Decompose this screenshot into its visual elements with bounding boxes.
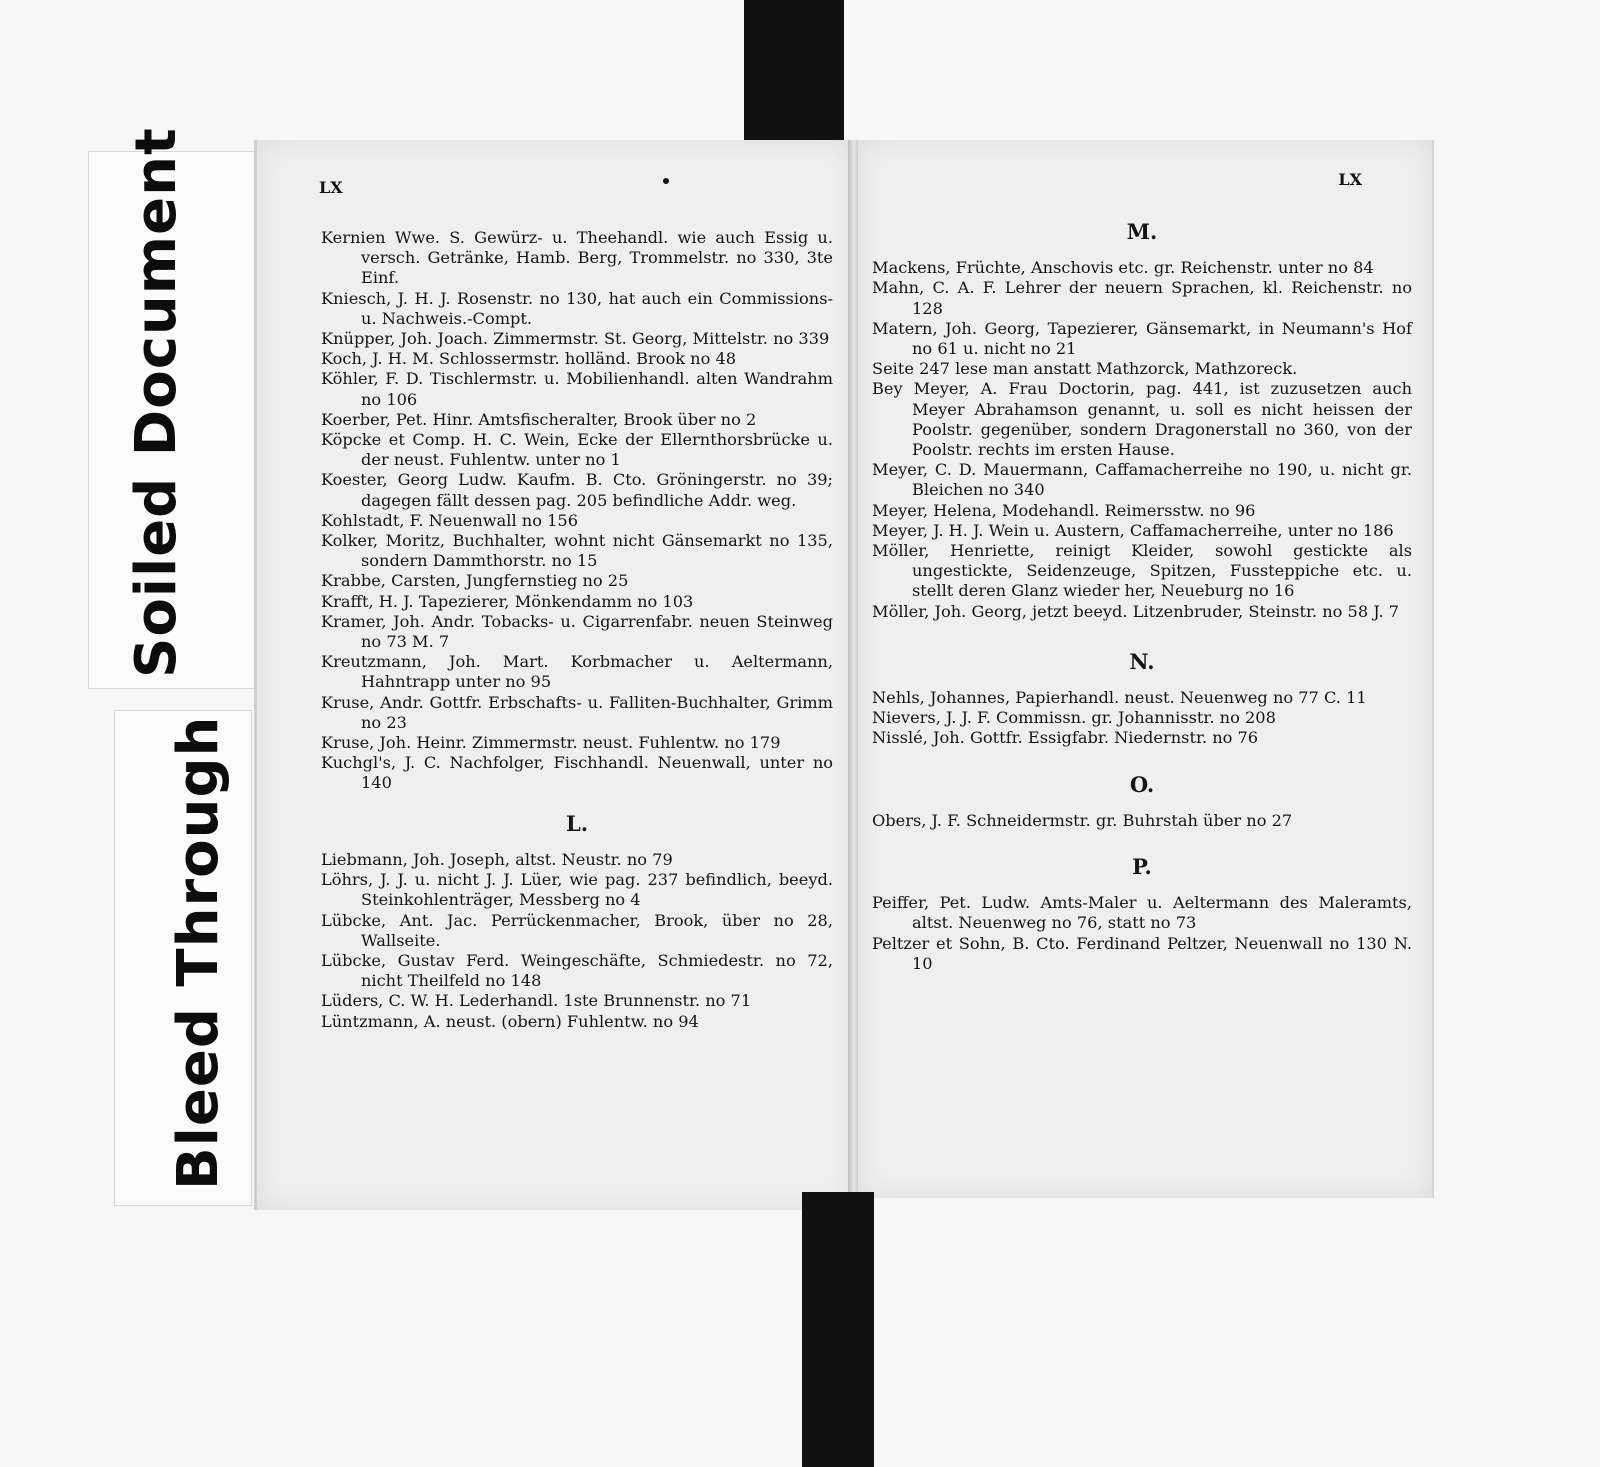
left-page-content <box>321 228 833 1032</box>
directory-entry: Kuchgl's, J. C. Nachfolger, Fischhandl. Neuenwall, unter no 140 <box>321 753 833 793</box>
soiled-document-label: Soiled Document <box>124 127 189 678</box>
directory-entry: Liebmann, Joh. Joseph, altst. Neustr. no 79 <box>321 849 673 869</box>
directory-entry: Meyer, C. D. Mauermann, Caffamacherreihe no 190, u. nicht gr. Bleichen no 340 <box>872 460 1412 500</box>
directory-entry: Lüders, C. W. H. Lederhandl. 1ste Brunnenstr. no 71 <box>321 991 752 1011</box>
directory-entry: Nievers, J. J. F. Commissn. gr. Johannisstr. no 208 <box>872 708 1276 728</box>
left-page <box>254 140 853 1210</box>
directory-entry: Koch, J. H. M. Schlossermstr. holländ. Brook no 48 <box>321 349 737 369</box>
directory-entry: Lüntzmann, A. neust. (obern) Fuhlentw. no 94 <box>321 1011 699 1031</box>
directory-entry: Krabbe, Carsten, Jungfernstieg no 25 <box>321 571 629 591</box>
directory-entry: Koerber, Pet. Hinr. Amtsfischeralter, Brook über no 2 <box>321 409 757 429</box>
directory-entry: Knüpper, Joh. Joach. Zimmermstr. St. Georg, Mittelstr. no 339 <box>321 329 830 349</box>
directory-entry: Lübcke, Ant. Jac. Perrückenmacher, Brook, über no 28, Wallseite. <box>321 910 833 950</box>
directory-entry: Kniesch, J. H. J. Rosenstr. no 130, hat auch ein Commissions- u. Nachweis.-Compt. <box>321 288 833 328</box>
directory-entry: Möller, Henriette, reinigt Kleider, sowohl gestickte als ungestickte, Seidenzeuge, Spitzen, Fussteppiche etc. u. stellt deren Glanz wieder her, Neueburg no 16 <box>872 541 1412 601</box>
bleed-through-label: Bleed Through <box>166 715 231 1190</box>
directory-entry: Meyer, Helena, Modehandl. Reimersstw. no 96 <box>872 500 1256 520</box>
directory-entry: Bey Meyer, A. Frau Doctorin, pag. 441, ist zuzusetzen auch Meyer Abrahamson genannt, u. soll es nicht heissen der Poolstr. gegenüber, sondern Dragonerstall no 360, von der Poolstr. rechts im ersten Hause. <box>872 379 1412 460</box>
directory-entry: Peltzer et Sohn, B. Cto. Ferdinand Peltzer, Neuenwall no 130 N. 10 <box>872 933 1412 973</box>
section-letter-n: N. <box>1129 648 1155 674</box>
directory-entry: Kolker, Moritz, Buchhalter, wohnt nicht Gänsemarkt no 135, sondern Dammthorstr. no 15 <box>321 531 833 571</box>
directory-entry: Mahn, C. A. F. Lehrer der neuern Sprachen, kl. Reichenstr. no 128 <box>872 278 1412 318</box>
directory-entry: Matern, Joh. Georg, Tapezierer, Gänsemarkt, in Neumann's Hof no 61 u. nicht no 21 <box>872 318 1412 359</box>
right-page-content <box>872 219 1412 974</box>
page-number: LX <box>1338 170 1362 189</box>
directory-entry: Nehls, Johannes, Papierhandl. neust. Neuenweg no 77 C. 11 <box>872 688 1367 708</box>
ink-spot <box>663 178 669 184</box>
section-letter-p: P. <box>1132 854 1152 880</box>
page-number: LX <box>319 178 343 197</box>
directory-entry: Nisslé, Joh. Gottfr. Essigfabr. Niedernstr. no 76 <box>872 728 1259 748</box>
right-page <box>858 140 1434 1198</box>
directory-entry: Koester, Georg Ludw. Kaufm. B. Cto. Gröningerstr. no 39; dagegen fällt dessen pag. 205 befindliche Addr. weg. <box>321 470 833 510</box>
directory-entry: Kreutzmann, Joh. Mart. Korbmacher u. Aeltermann, Hahntrapp unter no 95 <box>321 652 833 692</box>
section-letter-m: M. <box>1126 219 1158 244</box>
binding-strip-top <box>744 0 844 158</box>
directory-entry: Kernien Wwe. S. Gewürz- u. Theehandl. wie auch Essig u. versch. Getränke, Hamb. Berg, Trommelstr. no 330, 3te Einf. <box>321 228 833 288</box>
directory-entry: Lübcke, Gustav Ferd. Weingeschäfte, Schmiedestr. no 72, nicht Theilfeld no 148 <box>321 950 833 991</box>
section-letter-l: L. <box>565 810 589 836</box>
directory-entry: Peiffer, Pet. Ludw. Amts-Maler u. Aeltermann des Maleramts, altst. Neuenweg no 76, statt no 73 <box>872 893 1412 933</box>
directory-entry: Meyer, J. H. J. Wein u. Austern, Caffamacherreihe, unter no 186 <box>872 520 1394 540</box>
section-letter-o: O. <box>1129 771 1155 797</box>
directory-entry: Krafft, H. J. Tapezierer, Mönkendamm no 103 <box>321 591 694 611</box>
directory-entry: Möller, Joh. Georg, jetzt beeyd. Litzenbruder, Steinstr. no 58 J. 7 <box>872 601 1400 621</box>
directory-entry: Löhrs, J. J. u. nicht J. J. Lüer, wie pag. 237 befindlich, beeyd. Steinkohlenträger, Messberg no 4 <box>321 870 833 910</box>
directory-entry: Köhler, F. D. Tischlermstr. u. Mobilienhandl. alten Wandrahm no 106 <box>321 369 833 409</box>
directory-entry: Obers, J. F. Schneidermstr. gr. Buhrstah über no 27 <box>872 810 1293 830</box>
directory-entry: Kruse, Andr. Gottfr. Erbschafts- u. Falliten-Buchhalter, Grimm no 23 <box>321 692 833 732</box>
directory-entry: Kohlstadt, F. Neuenwall no 156 <box>321 510 579 530</box>
directory-entry: Köpcke et Comp. H. C. Wein, Ecke der Ellernthorsbrücke u. der neust. Fuhlentw. unter no 1 <box>321 430 833 470</box>
directory-entry: Mackens, Früchte, Anschovis etc. gr. Reichenstr. unter no 84 <box>872 258 1374 278</box>
binding-strip-bottom <box>802 1192 874 1467</box>
directory-entry: Seite 247 lese man anstatt Mathzorck, Mathzoreck. <box>872 359 1298 379</box>
directory-entry: Kramer, Joh. Andr. Tobacks- u. Cigarrenfabr. neuen Steinweg no 73 M. 7 <box>321 611 833 652</box>
directory-entry: Kruse, Joh. Heinr. Zimmermstr. neust. Fuhlentw. no 179 <box>321 733 781 753</box>
